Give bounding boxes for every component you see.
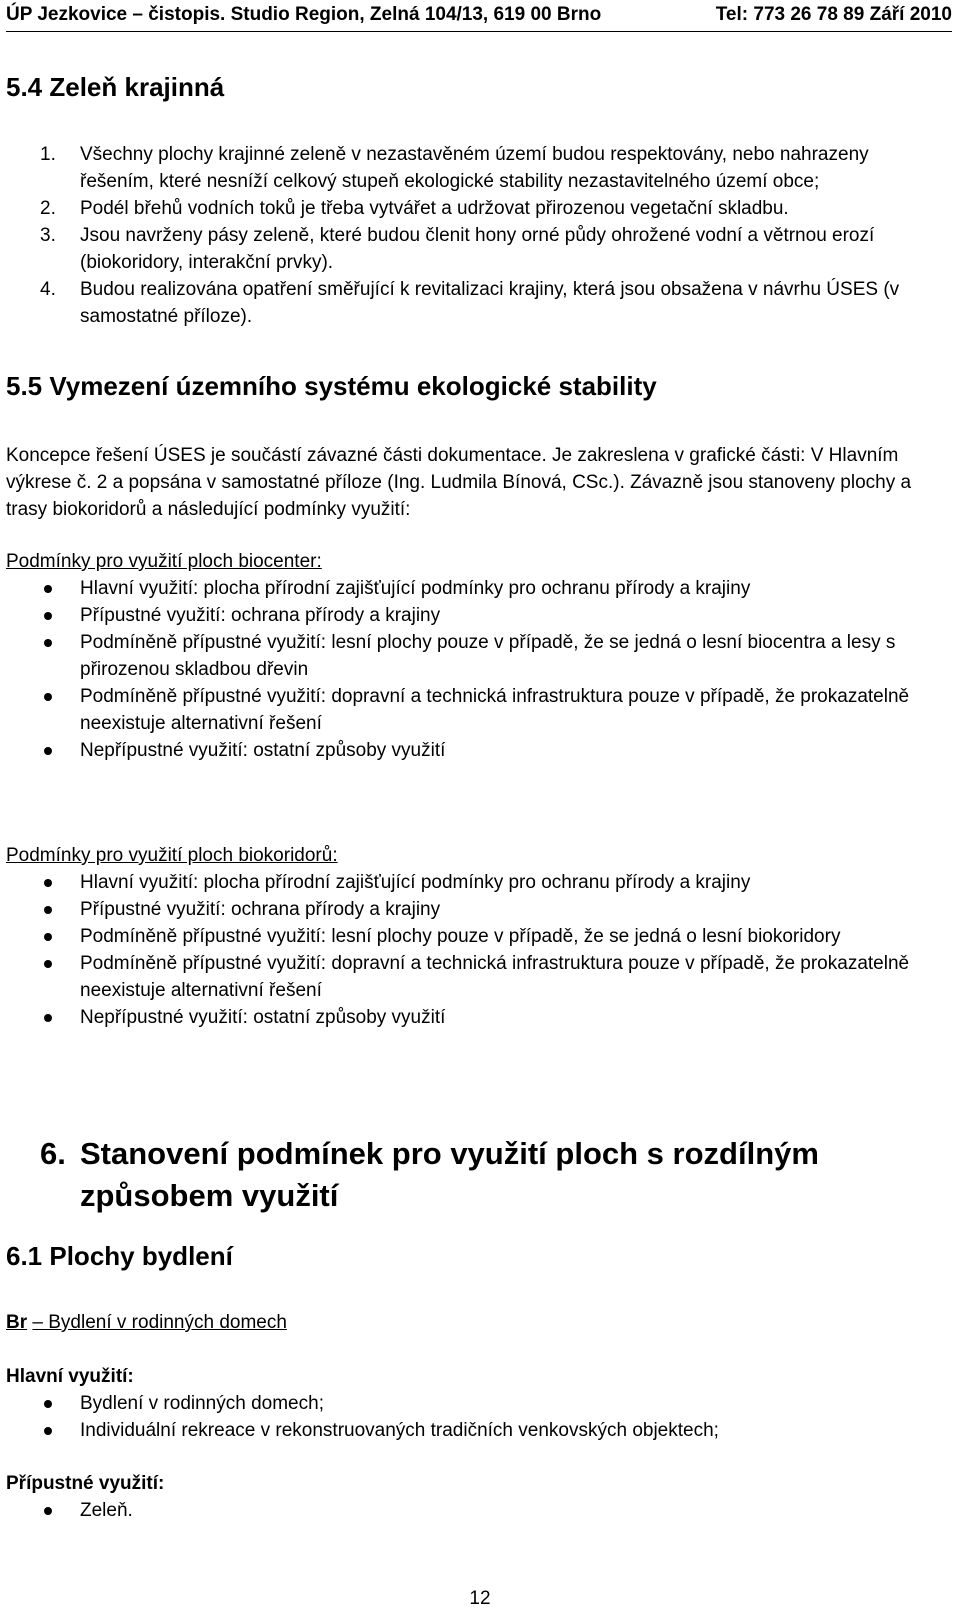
section-6-1-title: 6.1 Plochy bydlení <box>6 1241 233 1271</box>
section-5-4-title: 5.4 Zeleň krajinná <box>6 72 225 102</box>
item-text: Všechny plochy krajinné zeleně v nezastavěném území budou respektovány, nebo nahrazeny řešením, které nesníží celkový stupeň ekologické stability nezastavitelného území obce; <box>80 144 869 192</box>
section-6-title <box>40 1133 940 1217</box>
section-6-number: 6. <box>40 1136 66 1171</box>
biokoridory-heading: Podmínky pro využití ploch biokoridorů: <box>6 845 338 866</box>
header-rule <box>6 31 952 32</box>
bullet-item: Podmíněně přípustné využití: dopravní a technická infrastruktura pouze v případě, že prokazatelně neexistuje alternativní řešení <box>6 950 936 1004</box>
item-number: 1. <box>40 144 56 165</box>
bullet-item: Hlavní využití: plocha přírodní zajišťující podmínky pro ochranu přírody a krajiny <box>6 869 936 896</box>
pripustne-heading: Přípustné využití: <box>6 1473 165 1494</box>
bullet-item: Přípustné využití: ochrana přírody a krajiny <box>6 896 936 923</box>
bullet-item: Podmíněně přípustné využití: lesní plochy pouze v případě, že se jedná o lesní biocentra a lesy s přirozenou skladbou dřevin <box>6 629 936 683</box>
section-5-4-list <box>6 141 936 330</box>
biokoridory-list <box>6 869 936 1031</box>
list-item <box>6 276 936 330</box>
bullet-item: Nepřípustné využití: ostatní způsoby využití <box>6 1004 936 1031</box>
list-item <box>6 141 936 195</box>
hlavni-list <box>6 1390 936 1444</box>
biocentra-heading: Podmínky pro využití ploch biocenter: <box>6 551 322 572</box>
hlavni-heading: Hlavní využití: <box>6 1366 134 1387</box>
item-number: 4. <box>40 279 56 300</box>
list-item <box>6 222 936 276</box>
header-left: ÚP Jezkovice – čistopis. Studio Region, Zelná 104/13, 619 00 Brno <box>6 4 602 25</box>
section-5-5-title: 5.5 Vymezení územního systému ekologické stability <box>6 371 657 401</box>
item-text: Podél břehů vodních toků je třeba vytvářet a udržovat přirozenou vegetační skladbu. <box>80 198 789 219</box>
bullet-item: Bydlení v rodinných domech; <box>6 1390 936 1417</box>
br-description: – Bydlení v rodinných domech <box>32 1312 287 1333</box>
section-6-text: Stanovení podmínek pro využití ploch s rozdílným způsobem využití <box>80 1136 819 1213</box>
bullet-item: Nepřípustné využití: ostatní způsoby využití <box>6 737 936 764</box>
bullet-item: Přípustné využití: ochrana přírody a krajiny <box>6 602 936 629</box>
item-text: Jsou navrženy pásy zeleně, které budou členit hony orné půdy ohrožené vodní a větrnou erozí (biokoridory, interakční prvky). <box>80 225 875 273</box>
bullet-item: Podmíněně přípustné využití: lesní plochy pouze v případě, že se jedná o lesní biokoridory <box>6 923 936 950</box>
item-number: 3. <box>40 225 56 246</box>
page-number: 12 <box>469 1588 491 1609</box>
page-header <box>6 4 952 26</box>
br-line <box>6 1309 936 1336</box>
biocentra-list <box>6 575 936 764</box>
bullet-item: Hlavní využití: plocha přírodní zajišťující podmínky pro ochranu přírody a krajiny <box>6 575 936 602</box>
item-number: 2. <box>40 198 56 219</box>
bullet-item: Zeleň. <box>6 1497 936 1524</box>
bullet-item: Podmíněně přípustné využití: dopravní a technická infrastruktura pouze v případě, že prokazatelně neexistuje alternativní řešení <box>6 683 936 737</box>
header-right: Tel: 773 26 78 89 Září 2010 <box>715 4 952 25</box>
br-code: Br <box>6 1312 28 1333</box>
pripustne-list <box>6 1497 936 1524</box>
section-5-5-paragraph: Koncepce řešení ÚSES je součástí závazné části dokumentace. Je zakreslena v grafické části: V Hlavním výkrese č. 2 a popsána v samostatné příloze (Ing. Ludmila Bínová, CSc.). Závazně jsou stanoveny plochy a trasy biokoridorů a následující podmínky využití: <box>6 445 912 520</box>
list-item <box>6 195 936 222</box>
bullet-item: Individuální rekreace v rekonstruovaných tradičních venkovských objektech; <box>6 1417 936 1444</box>
item-text: Budou realizována opatření směřující k revitalizaci krajiny, která jsou obsažena v návrhu ÚSES (v samostatné příloze). <box>80 279 900 327</box>
